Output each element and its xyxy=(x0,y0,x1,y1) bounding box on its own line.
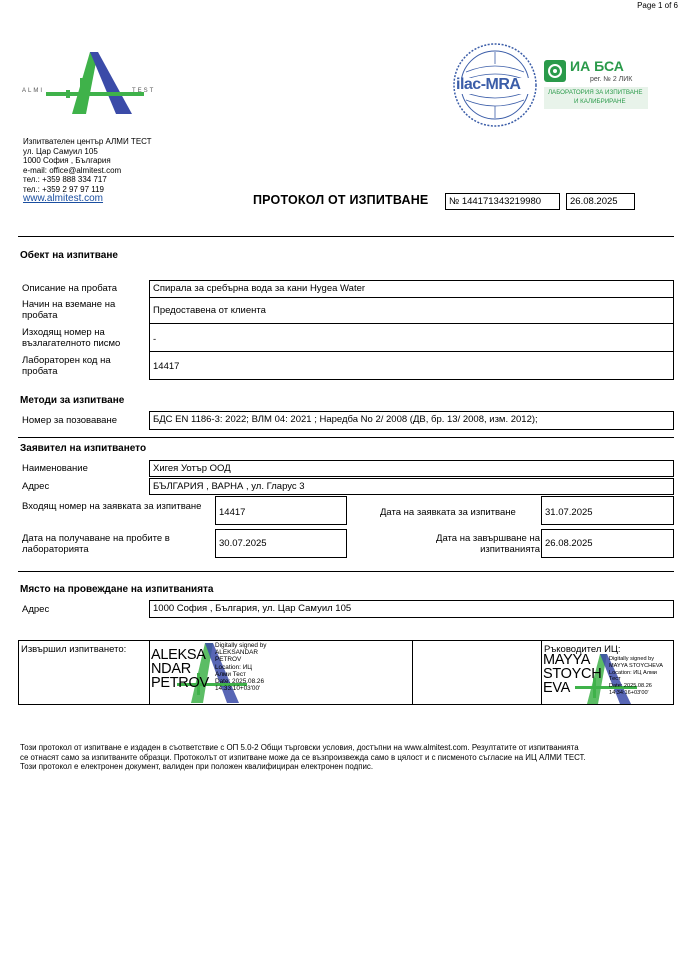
iabsa-desc-1: ЛАБОРАТОРИЯ ЗА ИЗПИТВАНЕ xyxy=(548,89,643,96)
website-link[interactable]: www.almitest.com xyxy=(23,193,104,204)
footer-notice xyxy=(20,743,680,772)
head-digital-signature[interactable] xyxy=(543,652,673,704)
address-line: тел.: +359 2 97 97 119 xyxy=(23,184,105,194)
iabsa-desc-2: И КАЛИБРИРАНЕ xyxy=(574,98,626,105)
object-value: - xyxy=(149,323,674,352)
signature-detail-line: Тест xyxy=(609,676,621,683)
signature-detail-line: PETROV xyxy=(215,656,242,664)
signature-detail-line: ALEKSANDAR xyxy=(215,649,258,657)
object-value: Предоставена от клиента xyxy=(149,297,674,324)
logo-word-right: TEST xyxy=(132,88,156,94)
object-value: 14417 xyxy=(149,351,674,380)
applicant-heading: Заявител на изпитването xyxy=(20,443,147,454)
signature-name-line: EVA xyxy=(543,680,571,696)
protocol-number: № 144171343219980 xyxy=(445,193,560,210)
signature-detail-line: Digitally signed by xyxy=(215,642,267,649)
protocol-date: 26.08.2025 xyxy=(566,193,635,210)
place-heading: Място на провеждане на изпитванията xyxy=(20,584,214,595)
request-number-label: Входящ номер на заявката за изпитване xyxy=(22,501,202,512)
received-date-label: Дата на получаване на пробите в лабораторията xyxy=(22,533,170,555)
page-number: Page 1 of 6 xyxy=(637,1,678,10)
iabsa-reg: рег. № 2 ЛИК xyxy=(590,76,633,83)
signature-detail-line: MAYYA STOYCHEVA xyxy=(609,662,663,669)
ia-bsa-logo xyxy=(544,56,648,110)
signature-detail-line: Date: 2025.08.26 xyxy=(609,683,652,690)
lab-address xyxy=(23,137,152,204)
head-label: Ръководител ИЦ: xyxy=(544,644,621,655)
signature-name-line: MAYYA xyxy=(543,652,591,668)
almi-test-logo xyxy=(20,48,160,118)
request-date-value: 31.07.2025 xyxy=(541,496,674,525)
object-label: Лабораторен код на пробата xyxy=(22,355,111,377)
applicant-address-label: Адрес xyxy=(22,481,50,492)
performer-digital-signature[interactable] xyxy=(151,641,283,704)
completed-date-value: 26.08.2025 xyxy=(541,529,674,558)
place-address-label: Адрес xyxy=(22,604,50,615)
signature-detail-line: Location: ИЦ xyxy=(215,663,253,671)
logo-word-left: ALMI xyxy=(22,88,45,94)
signature-detail-line: Digitally signed by xyxy=(609,656,655,662)
signature-detail-line: 14:34:16+03'00' xyxy=(609,689,649,696)
signature-name-line: NDAR xyxy=(151,661,191,677)
methods-value: БДС EN 1186-3: 2022; ВЛМ 04: 2021 ; Наредба No 2/ 2008 (ДВ, бр. 13/ 2008, изм. 2012); xyxy=(149,411,674,430)
received-date-value: 30.07.2025 xyxy=(215,529,347,558)
object-label: Изходящ номер на възлагателното писмо xyxy=(22,327,121,349)
methods-heading: Методи за изпитване xyxy=(20,395,125,406)
address-line: тел.: +359 888 334 717 xyxy=(23,175,107,184)
signature-detail-line: Алми Тест xyxy=(215,670,246,678)
address-line: e-mail: office@almitest.com xyxy=(23,165,122,175)
signature-detail-line: Date: 2025.08.26 xyxy=(215,678,265,686)
applicant-address-value: БЪЛГАРИЯ , ВАРНА , ул. Гларус 3 xyxy=(149,478,674,495)
footer-line: Този протокол е електронен документ, валиден при положен квалифициран електронен подпис. xyxy=(20,762,374,771)
object-label: Описание на пробата xyxy=(22,283,118,294)
methods-label: Номер за позоваване xyxy=(22,415,117,426)
request-number-value: 14417 xyxy=(215,496,347,525)
signature-detail-line: 14:33:10+03'00' xyxy=(215,685,261,693)
divider xyxy=(18,236,674,237)
signature-detail-line: Location: ИЦ Алми xyxy=(609,669,657,676)
divider xyxy=(18,437,674,438)
footer-line: Този протокол от изпитване е издаден в съответствие с ОП 5.0-2 Общи търговски условия, достъпни на www.almitest.com. Резултатите от изпитванията xyxy=(20,743,579,752)
divider xyxy=(18,571,674,572)
footer-line: се отнасят само за изпитваните образци. Протоколът от изпитване може да се възпроизвежда само в цялост и с писменото съгласие на ИЦ АЛМИ ТЕСТ. xyxy=(20,752,586,762)
ilac-mra-seal xyxy=(452,42,538,128)
place-address-value: 1000 София , България, ул. Цар Самуил 105 xyxy=(149,600,674,618)
object-heading: Обект на изпитване xyxy=(20,250,118,261)
object-label: Начин на вземане на пробата xyxy=(22,299,116,321)
signature-name-line: STOYCH xyxy=(543,666,602,682)
signature-name-line: PETROV xyxy=(151,675,209,691)
address-line: 1000 София , България xyxy=(23,156,111,165)
address-line: Изпитвателен център АЛМИ ТЕСТ xyxy=(23,137,152,146)
address-line: ул. Цар Самуил 105 xyxy=(23,146,98,156)
request-date-label: Дата на заявката за изпитване xyxy=(380,507,516,518)
signature-name-line: ALEKSA xyxy=(151,647,206,663)
object-value: Спирала за сребърна вода за кани Hygea Water xyxy=(149,280,674,298)
ilac-text: ilac-MRA xyxy=(456,76,521,93)
completed-date-label: Дата на завършване на изпитванията xyxy=(436,533,540,555)
applicant-name-value: Хигея Уотър ООД xyxy=(149,460,674,477)
applicant-name-label: Наименование xyxy=(22,463,88,474)
protocol-title: ПРОТОКОЛ ОТ ИЗПИТВАНЕ xyxy=(253,193,429,207)
iabsa-title: ИА БСА xyxy=(570,58,624,74)
performed-by-label: Извършил изпитването: xyxy=(21,644,127,655)
